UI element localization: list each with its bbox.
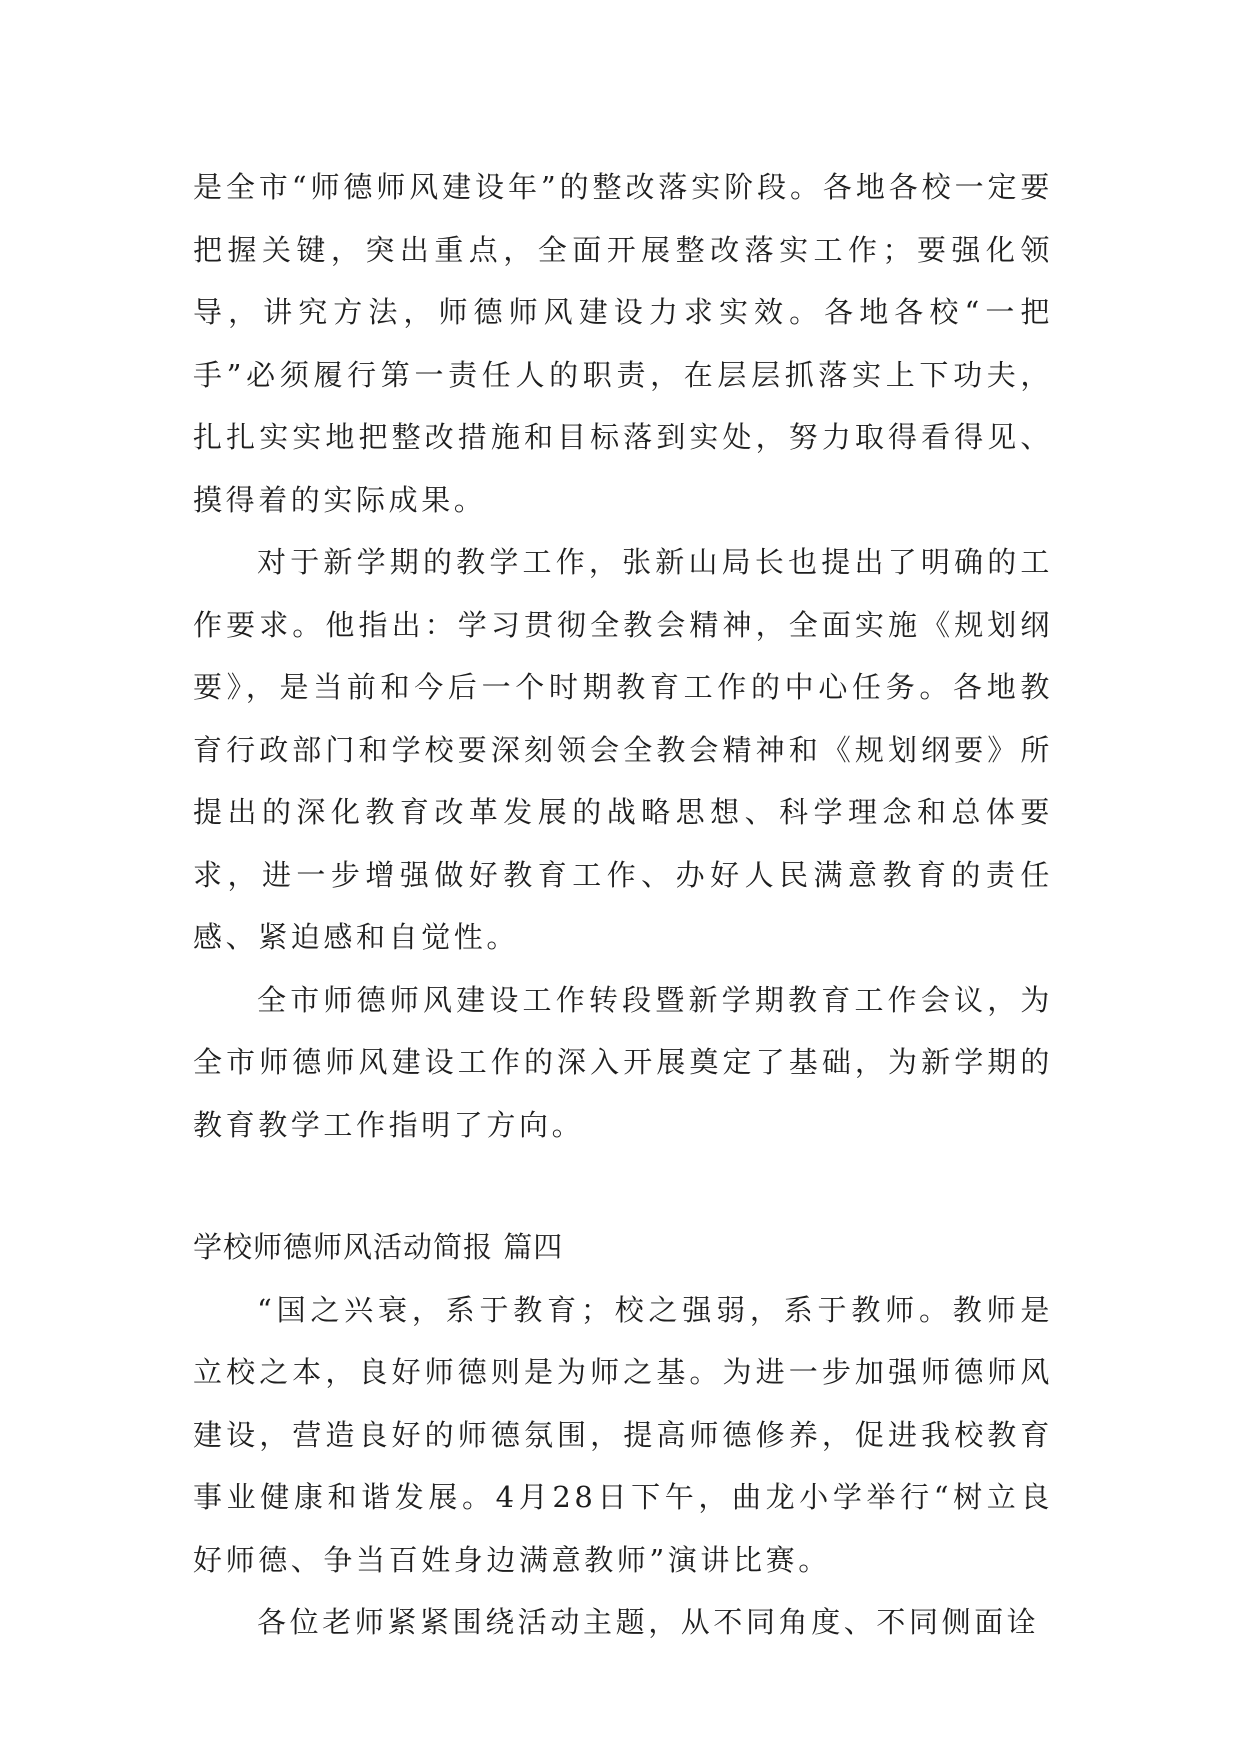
document-body <box>193 156 1053 1654</box>
paragraph-meeting-summary: 全市师德师风建设工作转段暨新学期教育工作会议，为全市师德师风建设工作的深入开展奠定了基础，为新学期的教育教学工作指明了方向。 <box>193 982 1053 1142</box>
paragraph-teaching-work: 对于新学期的教学工作，张新山局长也提出了明确的工作要求。他指出：学习贯彻全教会精神，全面实施《规划纲要》，是当前和今后一个时期教育工作的中心任务。各地教育行政部门和学校要深刻领会全教会精神和《规划纲要》所提出的深化教育改革发展的战略思想、科学理念和总体要求，进一步增强做好教育工作、办好人民满意教育的责任感、紧迫感和自觉性。 <box>193 545 1053 954</box>
section-heading: 学校师德师风活动简报 篇四 <box>193 1230 564 1264</box>
paragraph-continued: 是全市“师德师风建设年”的整改落实阶段。各地各校一定要把握关键，突出重点，全面开展整改落实工作；要强化领导，讲究方法，师德师风建设力求实效。各地各校“一把手”必须履行第一责任人的职责，在层层抓落实上下功夫，扎扎实实地把整改措施和目标落到实处，努力取得看得见、摸得着的实际成果。 <box>193 170 1053 517</box>
paragraph-speech-contest: “国之兴衰，系于教育；校之强弱，系于教师。教师是立校之本，良好师德则是为师之基。为进一步加强师德师风建设，营造良好的师德氛围，提高师德修养，促进我校教育事业健康和谐发展。4月28日下午，曲龙小学举行“树立良好师德、争当百姓身边满意教师”演讲比赛。 <box>193 1292 1053 1577</box>
paragraph-teachers-theme: 各位老师紧紧围绕活动主题，从不同角度、不同侧面诠 <box>257 1605 1040 1639</box>
